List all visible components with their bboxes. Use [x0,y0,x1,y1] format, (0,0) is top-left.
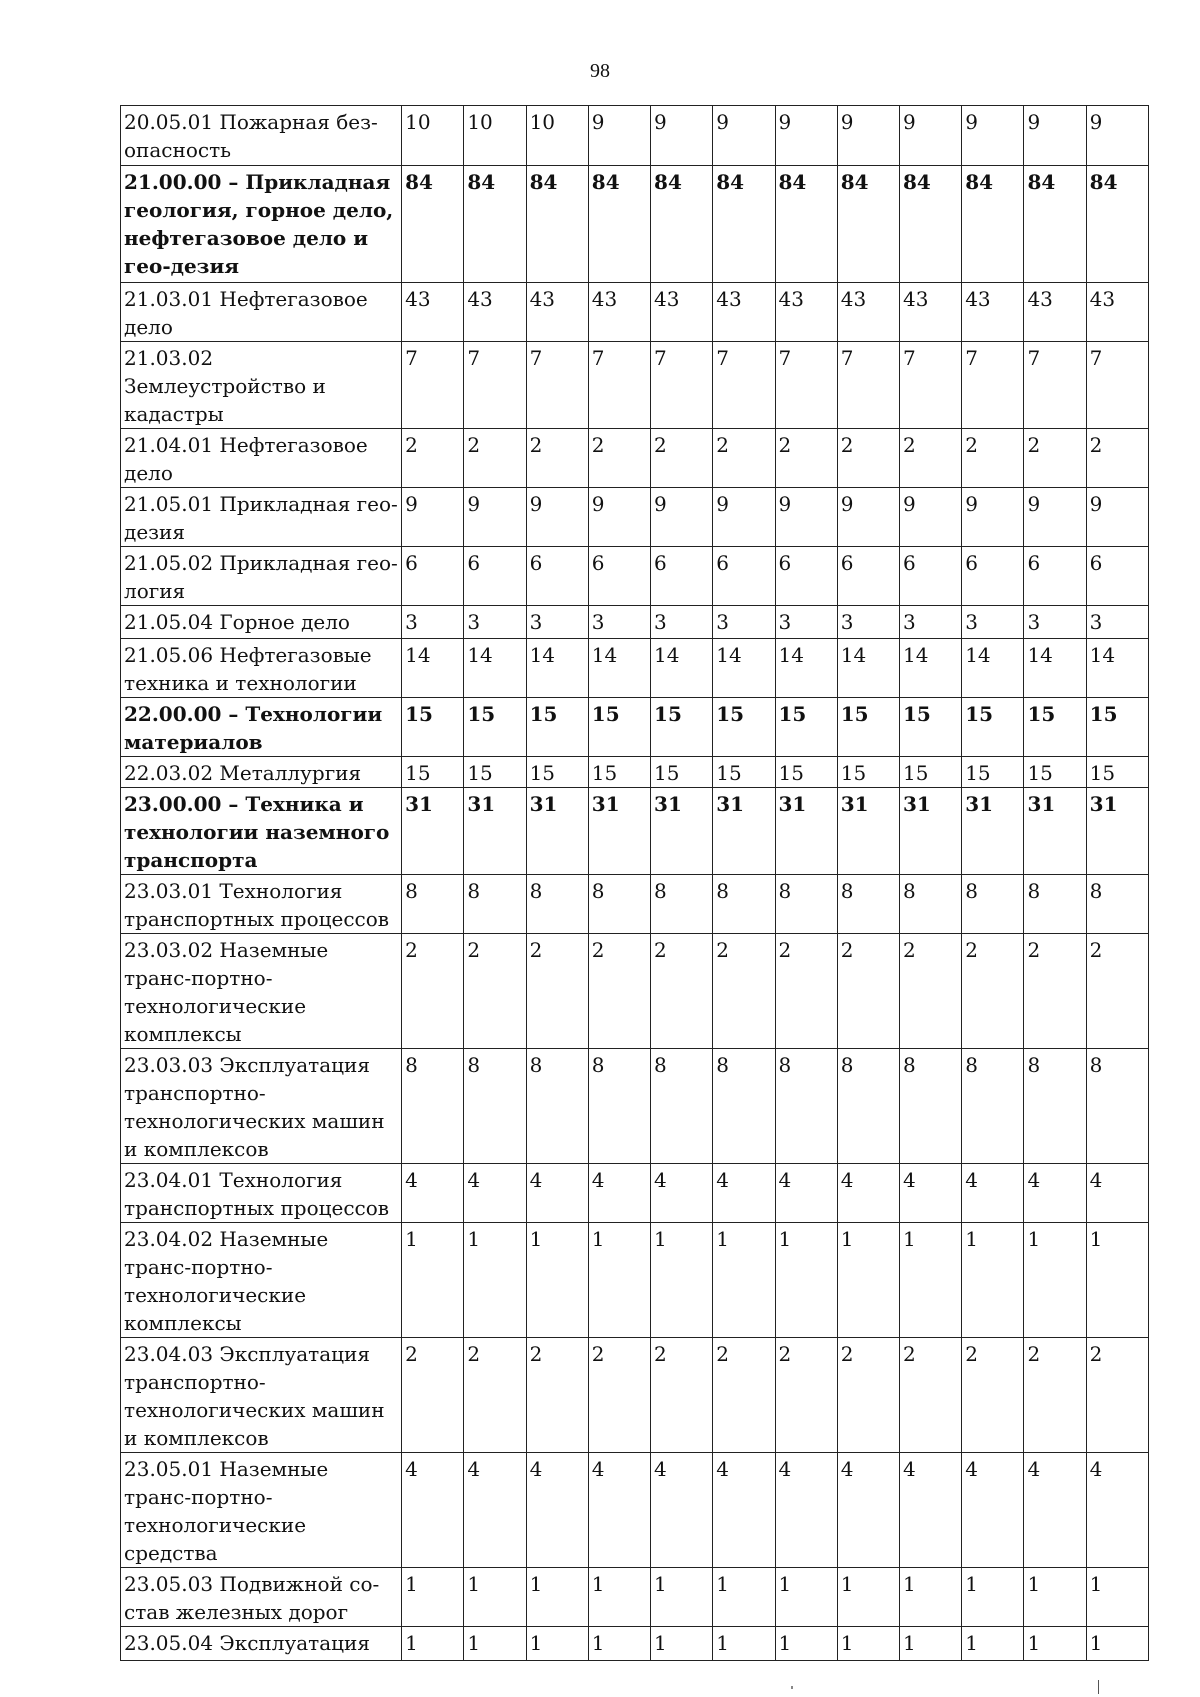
value-cell: 84 [526,166,588,283]
value-cell: 2 [1086,1338,1148,1453]
value-cell: 1 [775,1223,837,1338]
row-label: 23.03.02 Наземные транс-портно-технологические комплексы [121,934,402,1049]
value-cell: 31 [464,788,526,875]
value-cell: 2 [713,1338,775,1453]
value-cell: 15 [1024,757,1086,788]
value-cell: 6 [713,547,775,606]
row-label: 23.03.03 Эксплуатация транспортно-технологических машин и комплексов [121,1049,402,1164]
value-cell: 15 [1086,698,1148,757]
value-cell: 6 [775,547,837,606]
row-label: 21.03.02 Землеустройство и кадастры [121,342,402,429]
value-cell: 4 [464,1164,526,1223]
value-cell: 8 [962,875,1024,934]
value-cell: 2 [837,934,899,1049]
value-cell: 7 [402,342,464,429]
value-cell: 43 [402,283,464,342]
table-body [121,106,1149,1661]
value-cell: 2 [775,934,837,1049]
value-cell: 1 [1086,1223,1148,1338]
value-cell: 14 [651,639,713,698]
value-cell: 8 [588,1049,650,1164]
value-cell: 14 [775,639,837,698]
table-row [121,1223,1149,1338]
enrollment-table [120,105,1149,1661]
value-cell: 2 [402,934,464,1049]
value-cell: 2 [651,429,713,488]
value-cell: 4 [962,1164,1024,1223]
value-cell: 4 [588,1453,650,1568]
value-cell: 9 [1086,106,1148,166]
value-cell: 4 [775,1453,837,1568]
value-cell: 7 [899,342,961,429]
value-cell: 14 [402,639,464,698]
value-cell: 15 [837,698,899,757]
value-cell: 2 [526,934,588,1049]
value-cell: 84 [713,166,775,283]
value-cell: 84 [651,166,713,283]
value-cell: 8 [588,875,650,934]
value-cell: 4 [1024,1164,1086,1223]
value-cell: 15 [1086,757,1148,788]
value-cell: 1 [588,1568,650,1627]
table-row [121,283,1149,342]
value-cell: 2 [1086,429,1148,488]
value-cell: 14 [588,639,650,698]
value-cell: 8 [1086,875,1148,934]
value-cell: 43 [651,283,713,342]
value-cell: 2 [713,934,775,1049]
value-cell: 1 [775,1568,837,1627]
value-cell: 2 [962,429,1024,488]
value-cell: 8 [837,1049,899,1164]
value-cell: 6 [962,547,1024,606]
table-row [121,106,1149,166]
value-cell: 31 [1024,788,1086,875]
table-row [121,166,1149,283]
value-cell: 2 [1024,429,1086,488]
value-cell: 1 [464,1223,526,1338]
value-cell: 15 [588,698,650,757]
value-cell: 84 [464,166,526,283]
table-row [121,342,1149,429]
value-cell: 2 [899,1338,961,1453]
value-cell: 31 [899,788,961,875]
value-cell: 2 [1086,934,1148,1049]
value-cell: 3 [962,606,1024,639]
value-cell: 2 [775,429,837,488]
value-cell: 2 [651,934,713,1049]
value-cell: 1 [962,1568,1024,1627]
value-cell: 9 [402,488,464,547]
value-cell: 2 [588,1338,650,1453]
value-cell: 8 [1086,1049,1148,1164]
value-cell: 6 [651,547,713,606]
table-row [121,1453,1149,1568]
value-cell: 4 [899,1164,961,1223]
table-row [121,1049,1149,1164]
table-row [121,875,1149,934]
value-cell: 2 [1024,934,1086,1049]
value-cell: 43 [526,283,588,342]
value-cell: 7 [651,342,713,429]
value-cell: 14 [526,639,588,698]
value-cell: 8 [837,875,899,934]
value-cell: 2 [775,1338,837,1453]
value-cell: 2 [588,934,650,1049]
value-cell: 2 [837,1338,899,1453]
value-cell: 9 [651,488,713,547]
value-cell: 2 [402,1338,464,1453]
value-cell: 1 [713,1568,775,1627]
value-cell: 8 [402,875,464,934]
value-cell: 2 [588,429,650,488]
value-cell: 31 [526,788,588,875]
value-cell: 15 [713,698,775,757]
value-cell: 6 [464,547,526,606]
value-cell: 8 [402,1049,464,1164]
value-cell: 15 [899,698,961,757]
value-cell: 6 [1024,547,1086,606]
value-cell: 9 [713,106,775,166]
value-cell: 10 [526,106,588,166]
value-cell: 4 [1086,1164,1148,1223]
value-cell: 9 [1086,488,1148,547]
value-cell: 6 [899,547,961,606]
value-cell: 15 [713,757,775,788]
value-cell: 10 [402,106,464,166]
value-cell: 1 [837,1568,899,1627]
value-cell: 1 [402,1223,464,1338]
value-cell: 31 [775,788,837,875]
value-cell: 4 [402,1453,464,1568]
value-cell: 8 [775,1049,837,1164]
value-cell: 2 [1024,1338,1086,1453]
value-cell: 2 [402,429,464,488]
value-cell: 15 [402,698,464,757]
row-label: 21.05.04 Горное дело [121,606,402,639]
row-label: 23.04.03 Эксплуатация транспортно-технологических машин и комплексов [121,1338,402,1453]
value-cell: 4 [464,1453,526,1568]
value-cell: 8 [713,1049,775,1164]
value-cell: 9 [837,488,899,547]
table-row [121,934,1149,1049]
value-cell: 6 [588,547,650,606]
value-cell: 31 [651,788,713,875]
value-cell: 15 [899,757,961,788]
value-cell: 43 [588,283,650,342]
value-cell: 43 [464,283,526,342]
value-cell: 7 [1024,342,1086,429]
value-cell: 1 [837,1223,899,1338]
value-cell: 43 [962,283,1024,342]
value-cell: 2 [651,1338,713,1453]
value-cell: 1 [526,1627,588,1661]
value-cell: 1 [526,1568,588,1627]
scan-dot [791,1686,793,1689]
value-cell: 4 [588,1164,650,1223]
value-cell: 8 [526,1049,588,1164]
value-cell: 4 [837,1164,899,1223]
value-cell: 15 [588,757,650,788]
row-label: 23.05.04 Эксплуатация [121,1627,402,1661]
value-cell: 9 [1024,106,1086,166]
value-cell: 7 [962,342,1024,429]
table-row [121,1338,1149,1453]
value-cell: 15 [464,698,526,757]
row-label: 23.04.01 Технология транспортных процессов [121,1164,402,1223]
value-cell: 3 [526,606,588,639]
value-cell: 1 [588,1223,650,1338]
value-cell: 15 [1024,698,1086,757]
value-cell: 6 [1086,547,1148,606]
value-cell: 2 [962,934,1024,1049]
table-row [121,788,1149,875]
row-label: 23.00.00 – Техника и технологии наземного транспорта [121,788,402,875]
table-row [121,547,1149,606]
value-cell: 2 [899,934,961,1049]
value-cell: 7 [775,342,837,429]
value-cell: 1 [1024,1223,1086,1338]
value-cell: 14 [1024,639,1086,698]
value-cell: 1 [526,1223,588,1338]
value-cell: 6 [402,547,464,606]
value-cell: 4 [1086,1453,1148,1568]
value-cell: 1 [837,1627,899,1661]
value-cell: 9 [464,488,526,547]
value-cell: 15 [775,757,837,788]
value-cell: 8 [713,875,775,934]
value-cell: 43 [713,283,775,342]
value-cell: 9 [588,488,650,547]
value-cell: 7 [713,342,775,429]
table-row [121,488,1149,547]
value-cell: 4 [713,1164,775,1223]
row-label: 21.03.01 Нефтегазовое дело [121,283,402,342]
value-cell: 8 [651,1049,713,1164]
value-cell: 15 [775,698,837,757]
value-cell: 14 [962,639,1024,698]
value-cell: 4 [713,1453,775,1568]
table-row [121,757,1149,788]
value-cell: 84 [1086,166,1148,283]
value-cell: 15 [651,698,713,757]
value-cell: 1 [651,1568,713,1627]
value-cell: 9 [899,106,961,166]
value-cell: 1 [588,1627,650,1661]
table-row [121,606,1149,639]
value-cell: 4 [526,1453,588,1568]
value-cell: 8 [962,1049,1024,1164]
row-label: 21.05.06 Нефтегазовые техника и технологии [121,639,402,698]
value-cell: 6 [837,547,899,606]
value-cell: 2 [713,429,775,488]
row-label: 21.05.01 Прикладная гео-дезия [121,488,402,547]
value-cell: 9 [775,106,837,166]
value-cell: 1 [402,1627,464,1661]
value-cell: 43 [899,283,961,342]
value-cell: 84 [775,166,837,283]
table-row [121,639,1149,698]
value-cell: 31 [713,788,775,875]
value-cell: 43 [775,283,837,342]
value-cell: 1 [713,1223,775,1338]
row-label: 23.03.01 Технология транспортных процессов [121,875,402,934]
value-cell: 14 [713,639,775,698]
value-cell: 8 [899,1049,961,1164]
value-cell: 8 [464,1049,526,1164]
row-label: 23.05.03 Подвижной со-став железных дорог [121,1568,402,1627]
value-cell: 1 [651,1223,713,1338]
value-cell: 1 [651,1627,713,1661]
value-cell: 9 [588,106,650,166]
table-row [121,1568,1149,1627]
value-cell: 3 [775,606,837,639]
value-cell: 2 [526,1338,588,1453]
value-cell: 3 [402,606,464,639]
value-cell: 2 [464,429,526,488]
value-cell: 8 [1024,1049,1086,1164]
value-cell: 3 [588,606,650,639]
value-cell: 4 [526,1164,588,1223]
value-cell: 3 [899,606,961,639]
value-cell: 15 [837,757,899,788]
value-cell: 84 [588,166,650,283]
value-cell: 31 [837,788,899,875]
value-cell: 2 [526,429,588,488]
table-row [121,1627,1149,1661]
value-cell: 1 [713,1627,775,1661]
value-cell: 15 [651,757,713,788]
value-cell: 1 [962,1223,1024,1338]
value-cell: 3 [837,606,899,639]
page-number: 98 [590,60,610,82]
value-cell: 9 [713,488,775,547]
row-label: 23.05.01 Наземные транс-портно-технологические средства [121,1453,402,1568]
value-cell: 1 [962,1627,1024,1661]
value-cell: 1 [402,1568,464,1627]
value-cell: 8 [1024,875,1086,934]
value-cell: 7 [588,342,650,429]
value-cell: 84 [1024,166,1086,283]
value-cell: 43 [1024,283,1086,342]
value-cell: 84 [402,166,464,283]
value-cell: 1 [899,1568,961,1627]
value-cell: 8 [526,875,588,934]
value-cell: 14 [1086,639,1148,698]
value-cell: 2 [837,429,899,488]
table-row [121,429,1149,488]
value-cell: 9 [962,488,1024,547]
value-cell: 31 [1086,788,1148,875]
value-cell: 1 [1086,1627,1148,1661]
value-cell: 3 [713,606,775,639]
value-cell: 15 [402,757,464,788]
value-cell: 3 [1086,606,1148,639]
value-cell: 7 [837,342,899,429]
value-cell: 15 [464,757,526,788]
table-row [121,1164,1149,1223]
value-cell: 14 [837,639,899,698]
value-cell: 8 [899,875,961,934]
row-label: 23.04.02 Наземные транс-портно-технологические комплексы [121,1223,402,1338]
value-cell: 2 [899,429,961,488]
value-cell: 4 [651,1164,713,1223]
value-cell: 1 [464,1627,526,1661]
value-cell: 15 [962,757,1024,788]
value-cell: 8 [464,875,526,934]
value-cell: 14 [464,639,526,698]
value-cell: 4 [651,1453,713,1568]
value-cell: 43 [837,283,899,342]
value-cell: 31 [588,788,650,875]
value-cell: 3 [1024,606,1086,639]
value-cell: 9 [651,106,713,166]
row-label: 21.00.00 – Прикладная геология, горное дело, нефтегазовое дело и гео-дезия [121,166,402,283]
value-cell: 8 [775,875,837,934]
value-cell: 8 [651,875,713,934]
value-cell: 9 [526,488,588,547]
value-cell: 2 [464,934,526,1049]
value-cell: 15 [526,757,588,788]
value-cell: 9 [837,106,899,166]
value-cell: 3 [464,606,526,639]
value-cell: 4 [775,1164,837,1223]
value-cell: 4 [962,1453,1024,1568]
value-cell: 15 [962,698,1024,757]
value-cell: 10 [464,106,526,166]
value-cell: 4 [899,1453,961,1568]
value-cell: 7 [1086,342,1148,429]
value-cell: 1 [1086,1568,1148,1627]
value-cell: 43 [1086,283,1148,342]
row-label: 22.03.02 Металлургия [121,757,402,788]
value-cell: 6 [526,547,588,606]
value-cell: 2 [464,1338,526,1453]
value-cell: 9 [899,488,961,547]
value-cell: 31 [962,788,1024,875]
value-cell: 7 [526,342,588,429]
value-cell: 4 [1024,1453,1086,1568]
value-cell: 1 [1024,1627,1086,1661]
value-cell: 9 [962,106,1024,166]
value-cell: 3 [651,606,713,639]
value-cell: 31 [402,788,464,875]
value-cell: 1 [1024,1568,1086,1627]
value-cell: 1 [899,1223,961,1338]
row-label: 22.00.00 – Технологии материалов [121,698,402,757]
value-cell: 15 [526,698,588,757]
scan-mark [1098,1680,1099,1694]
value-cell: 7 [464,342,526,429]
value-cell: 4 [402,1164,464,1223]
value-cell: 1 [775,1627,837,1661]
value-cell: 2 [962,1338,1024,1453]
value-cell: 14 [899,639,961,698]
value-cell: 84 [899,166,961,283]
table-row [121,698,1149,757]
row-label: 21.05.02 Прикладная гео-логия [121,547,402,606]
value-cell: 84 [837,166,899,283]
value-cell: 9 [1024,488,1086,547]
value-cell: 1 [899,1627,961,1661]
value-cell: 4 [837,1453,899,1568]
value-cell: 1 [464,1568,526,1627]
value-cell: 9 [775,488,837,547]
row-label: 20.05.01 Пожарная без-опасность [121,106,402,166]
row-label: 21.04.01 Нефтегазовое дело [121,429,402,488]
value-cell: 84 [962,166,1024,283]
